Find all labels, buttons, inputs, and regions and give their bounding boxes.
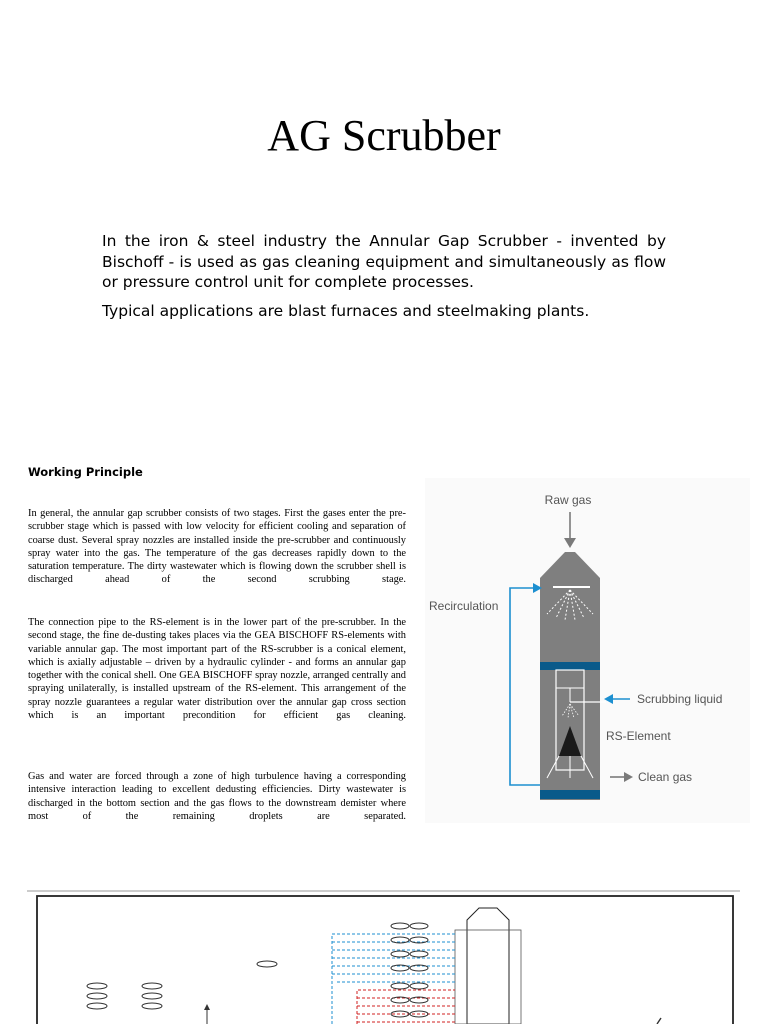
working-principle-heading: Working Principle bbox=[28, 465, 143, 479]
working-principle-paragraph-1: In general, the annular gap scrubber consists of two stages. First the gases enter the pre-scrubber stage which is passed with low velocity for efficient cooling and separation of coarse dust. Several spray nozzles are installed inside the pre-scrubber and continuously spray water into the gas. The temperature of the gas decreases rapidly down to the saturation temperature. The dirty wastewater which is flowing down the scrubber shell is discharged ahead of the second scrubbing stage. bbox=[28, 508, 406, 586]
scrubber-diagram bbox=[425, 478, 750, 823]
process-flow-diagram bbox=[27, 890, 740, 1024]
rs-element-label: RS-Element bbox=[606, 729, 671, 743]
scrubbing-liquid-label: Scrubbing liquid bbox=[637, 692, 723, 706]
working-principle-paragraph-3: Gas and water are forced through a zone of high turbulence having a corresponding intensive interaction leading to excellent dedusting efficiencies. Dirty wastewater is discharged in the bottom section and the gas flows to the downstream demister where most of the remaining droplets are separated. bbox=[28, 771, 406, 822]
raw-gas-label: Raw gas bbox=[544, 493, 592, 507]
shell-band-lower bbox=[540, 790, 600, 799]
working-principle-paragraph-2: The connection pipe to the RS-element is in the lower part of the pre-scrubber. In the second stage, the fine de-dusting takes places via the GEA BISCHOFF RS-elements with variable annular gap. The most important part of the RS-scrubber is a conical element, which is axially adjustable – driven by a hydraulic cylinder - and forms an annular gap together with the conical shell. One GEA BISCHOFF spray nozzle, arranged centrally and spraying unilaterally, is installed upstream of the RS-element. This arrangement of the spray nozzle guarantees a regular water distribution over the annular gap cross section which is an important precondition for efficient gas cleaning. bbox=[28, 617, 406, 722]
clean-gas-label: Clean gas bbox=[638, 770, 693, 784]
intro-paragraph-2: Typical applications are blast furnaces and steelmaking plants. bbox=[102, 302, 590, 320]
recirculation-label: Recirculation bbox=[429, 599, 499, 613]
intro-paragraph-1: In the iron & steel industry the Annular Gap Scrubber - invented by Bischoff - is used as gas cleaning equipment and simultaneously as flow or pressure control unit for complete processes. bbox=[102, 232, 666, 291]
shell-band-upper bbox=[540, 662, 600, 670]
page-title: AG Scrubber bbox=[267, 111, 501, 160]
